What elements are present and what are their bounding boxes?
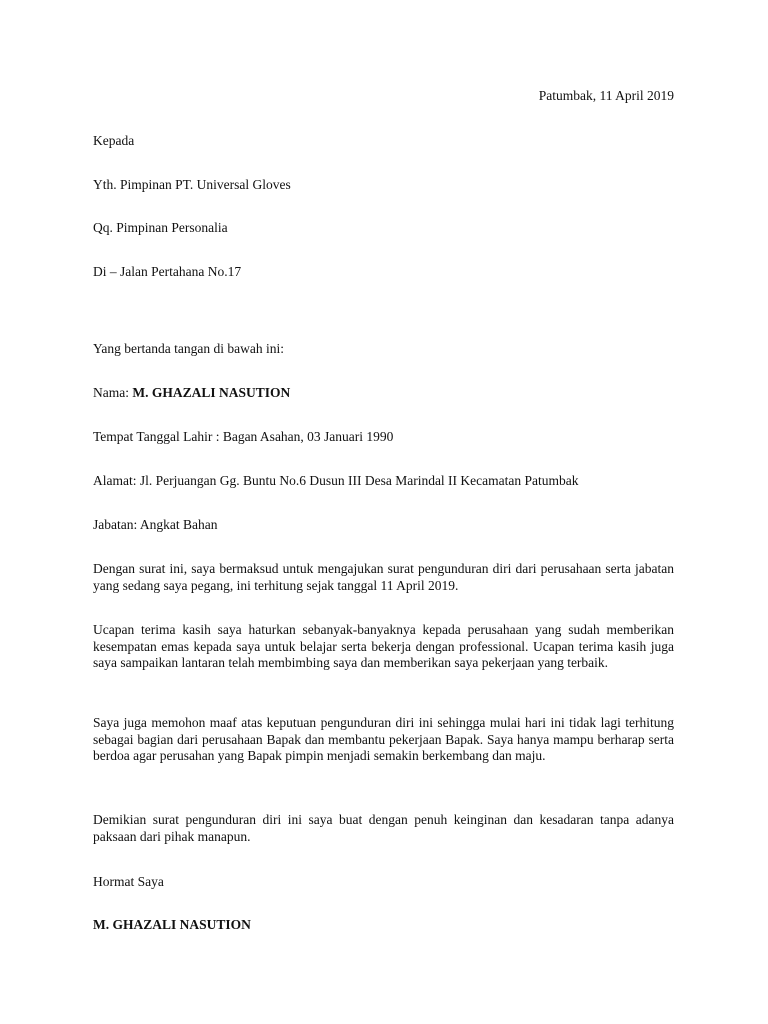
signature-name-text: M. GHAZALI NASUTION [93,917,251,932]
name-label: Nama: [93,385,133,400]
name-value: M. GHAZALI NASUTION [132,385,291,400]
birth-line: Tempat Tanggal Lahir : Bagan Asahan, 03 Januari 1990 [93,429,394,444]
closing-line: Hormat Saya [93,874,164,889]
paragraph-1: Dengan surat ini, saya bermaksud untuk mengajukan surat pengunduran diri dari perusahaan serta jabatan yang sedang saya pegang, ini terhitung sejak tanggal 11 April 2019. [93,561,674,593]
intro-line: Yang bertanda tangan di bawah ini: [93,341,284,356]
paragraph-3: Saya juga memohon maaf atas keputuan pengunduran diri ini sehingga mulai hari ini tidak lagi terhitung sebagai bagian dari perusahaan Bapak dan membantu pekerjaan Bapak. Saya hanya mampu berharap serta berdoa agar perusahan yang Bapak pimpin menjadi semakin berkembang dan maju. [93,715,674,763]
place-date: Patumbak, 11 April 2019 [538,88,674,103]
name-line [93,385,290,401]
recipient: Yth. Pimpinan PT. Universal Gloves [93,177,291,192]
cc-line: Qq. Pimpinan Personalia [93,220,228,235]
to-label: Kepada [93,133,135,148]
paragraph-4: Demikian surat pengunduran diri ini saya buat dengan penuh keinginan dan kesadaran tanpa adanya paksaan dari pihak manapun. [93,812,674,844]
signature-name [93,917,251,933]
recipient-address: Di – Jalan Pertahana No.17 [93,264,242,279]
position-line: Jabatan: Angkat Bahan [93,517,218,532]
home-address-line: Alamat: Jl. Perjuangan Gg. Buntu No.6 Dusun III Desa Marindal II Kecamatan Patumbak [93,473,579,488]
paragraph-2: Ucapan terima kasih saya haturkan sebanyak-banyaknya kepada perusahaan yang sudah memberikan kesempatan emas kepada saya untuk belajar serta bekerja dengan professional. Ucapan terima kasih juga saya sampaikan lantaran telah membimbing saya dan memberikan saya pekerjaan yang terbaik. [93,622,674,670]
